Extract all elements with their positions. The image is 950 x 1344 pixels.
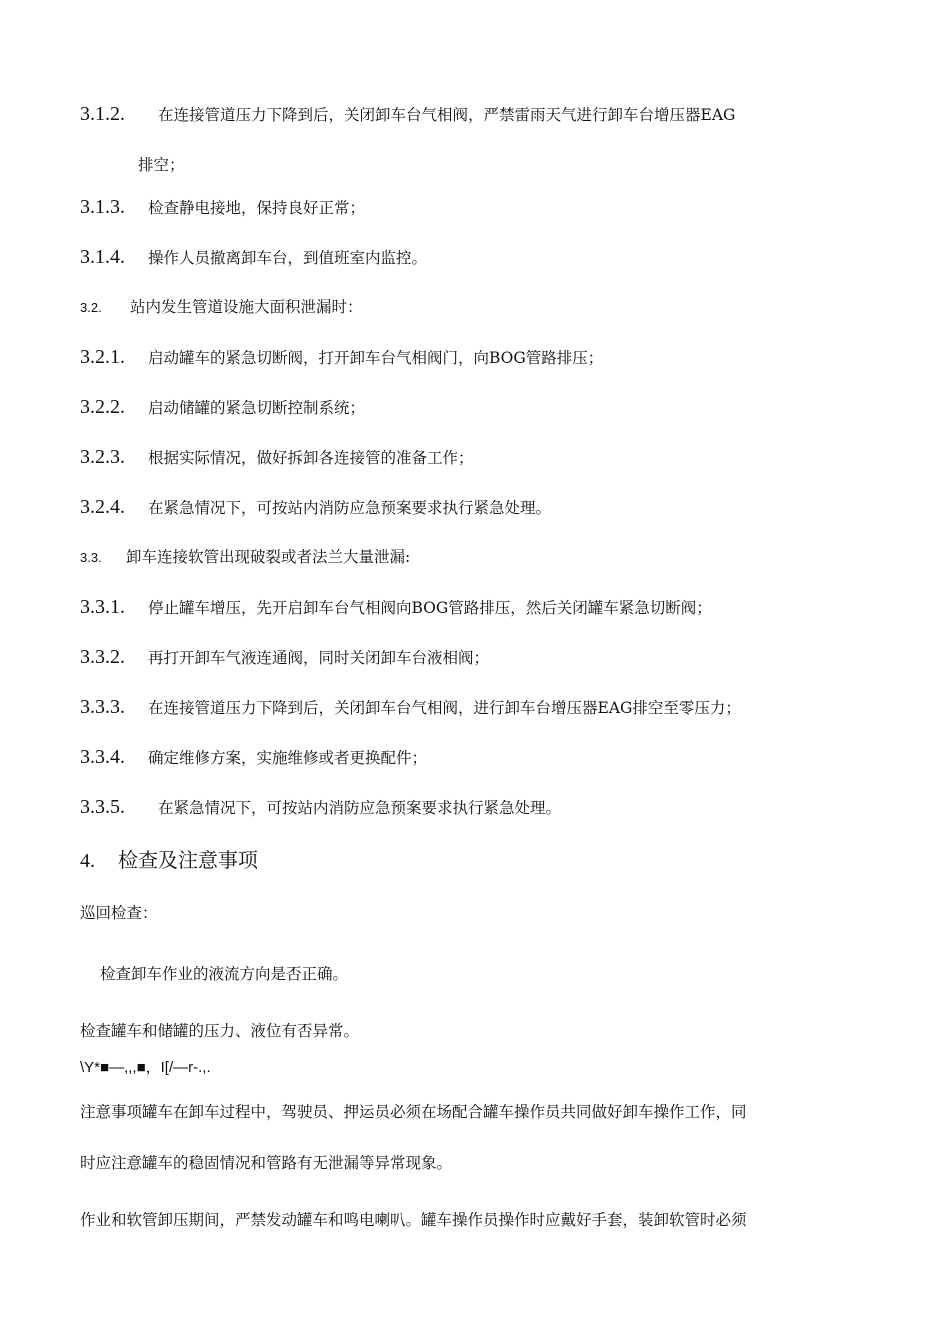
item-text: 在连接管道压力下降到后，关闭卸车台气相阀，进行卸车台增压器EAG排空至零压力； [148,699,741,717]
item-3-1-2 [80,102,735,127]
item-text: 在连接管道压力下降到后，关闭卸车台气相阀，严禁雷雨天气进行卸车台增压器EAG [158,106,736,124]
item-number: 3.3.1. [80,596,125,618]
item-3-3-4 [80,745,427,770]
item-3-2-4 [80,495,551,520]
item-3-1-4 [80,245,427,270]
item-3-3-2 [80,645,489,670]
item-number: 3.3.4. [80,746,125,768]
item-number: 3.1.3. [80,196,125,218]
item-number: 3.2. [80,300,102,315]
item-3-2-1 [80,345,603,370]
item-text: 根据实际情况，做好拆卸各连接管的准备工作； [148,449,474,467]
item-number: 3.3. [80,550,102,565]
section-title: 检查及注意事项 [118,848,258,872]
item-text: 再打开卸车气液连通阀，同时关闭卸车台液相阀； [148,649,490,667]
item-3-1-3 [80,195,365,220]
item-number: 3.2.4. [80,496,125,518]
item-number: 3.1.2. [80,103,125,125]
item-text: 启动罐车的紧急切断阀，打开卸车台气相阀门，向BOG管路排压； [148,349,604,367]
item-3-3-3 [80,695,741,720]
item-number: 3.2.2. [80,396,125,418]
item-3-2 [80,295,363,320]
section-number: 4. [80,850,95,872]
item-3-3-1 [80,595,712,620]
item-text: 确定维修方案，实施维修或者更换配件； [148,749,428,767]
notes-line-1: 注意事项罐车在卸车过程中，驾驶员、押运员必须在场配合罐车操作员共同做好卸车操作工作，同 [80,1103,747,1121]
item-text: 检查静电接地，保持良好正常； [148,199,366,217]
item-text: 启动储罐的紧急切断控制系统； [148,399,366,417]
check-pressure-level: 检查罐车和储罐的压力、液位有否异常。 [80,1022,360,1040]
item-3-2-3 [80,445,474,470]
patrol-check-label: 巡回检查： [80,904,158,922]
item-text: 在紧急情况下，可按站内消防应急预案要求执行紧急处理。 [158,799,562,817]
item-3-1-2-continuation [138,153,185,177]
notes-line-2: 时应注意罐车的稳固情况和管路有无泄漏等异常现象。 [80,1154,453,1172]
item-text: 停止罐车增压，先开启卸车台气相阀向BOG管路排压，然后关闭罐车紧急切断阀； [148,599,712,617]
item-number: 3.3.2. [80,646,125,668]
item-text: 卸车连接软管出现破裂或者法兰大量泄漏: [126,548,411,566]
item-3-3 [80,545,410,570]
item-number: 3.1.4. [80,246,125,268]
item-3-3-5 [80,795,561,820]
section-4-heading [80,846,258,875]
item-text: 在紧急情况下，可按站内消防应急预案要求执行紧急处理。 [148,499,552,517]
item-number: 3.3.3. [80,696,125,718]
item-text: 操作人员撤离卸车台，到值班室内监控。 [148,249,428,267]
item-number: 3.2.3. [80,446,125,468]
garbled-text: \Y*■—,,,■，I[/—r-.,. [80,1059,211,1076]
item-number: 3.3.5. [80,796,125,818]
item-text: 站内发生管道设施大面积泄漏时： [130,298,363,316]
check-flow-direction: 检查卸车作业的液流方向是否正确。 [100,965,349,983]
item-3-2-2 [80,395,365,420]
item-text: 排空； [138,156,185,174]
item-number: 3.2.1. [80,346,125,368]
notes-line-3: 作业和软管卸压期间，严禁发动罐车和鸣电喇叭。罐车操作员操作时应戴好手套，装卸软管时必须 [80,1211,747,1229]
